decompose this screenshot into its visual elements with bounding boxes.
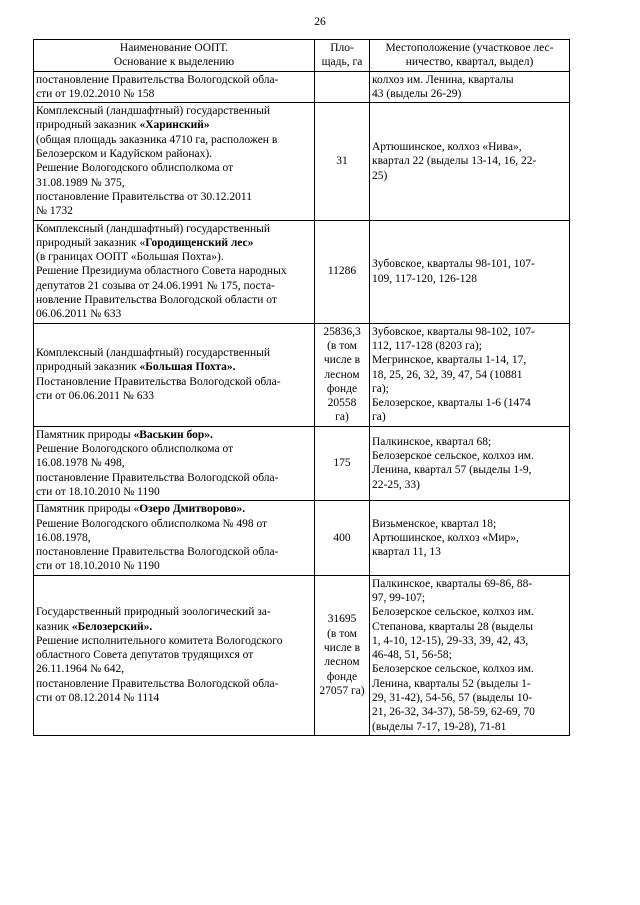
name-text: природный заказник	[36, 361, 140, 374]
header-text: Основание к выделению	[113, 56, 235, 69]
header-location-column	[370, 40, 570, 72]
name-line	[36, 204, 312, 218]
location-line: Ленина, кварталы 52 (выделы 1-	[372, 677, 531, 690]
name-line	[36, 517, 312, 531]
protected-areas-table	[33, 39, 570, 736]
name-text: Решение Президиума областного Совета народных	[36, 265, 287, 278]
name-text: казник	[36, 620, 72, 633]
name-line	[36, 118, 312, 132]
name-text: сти от 06.06.2011 № 633	[36, 389, 154, 402]
location-line: га);	[372, 382, 389, 395]
name-text: Комплексный (ландшафтный) государственный	[36, 105, 271, 118]
name-text: Постановление Правительства Вологодской обла-	[36, 375, 281, 388]
name-text: (в границах ООПТ «Большая Похта»).	[36, 251, 224, 264]
area-size-cell	[315, 220, 370, 323]
table-body	[34, 71, 570, 735]
table-row	[34, 575, 570, 735]
name-line	[36, 691, 312, 705]
name-line	[36, 485, 312, 499]
table-row	[34, 426, 570, 500]
name-line	[36, 222, 312, 236]
name-line	[36, 677, 312, 691]
name-text: 06.06.2011 № 633	[36, 308, 122, 321]
location-cell	[370, 71, 570, 103]
location-line: 22-25, 33)	[372, 478, 420, 491]
name-text: 16.08.1978 № 498,	[36, 457, 125, 470]
area-name-cell	[34, 71, 315, 103]
name-text: сти от 19.02.2010 № 158	[36, 87, 155, 100]
name-text: Комплексный (ландшафтный) государственный	[36, 347, 271, 360]
location-line: квартал 22 (выделы 13-14, 16, 22-	[372, 155, 537, 168]
name-text: областного Совета депутатов трудящихся от	[36, 649, 254, 662]
name-line	[36, 360, 312, 374]
location-line: Визьменское, квартал 18;	[372, 517, 497, 530]
location-line: 1, 4-10, 12-15), 29-33, 39, 42, 43,	[372, 634, 529, 647]
name-line	[36, 293, 312, 307]
location-line: 18, 25, 26, 32, 39, 47, 54 (10881	[372, 368, 523, 381]
name-line	[36, 428, 312, 442]
table-row	[34, 103, 570, 220]
location-line: колхоз им. Ленина, кварталы	[372, 73, 514, 86]
name-text: Решение Вологодского облисполкома от	[36, 443, 234, 456]
name-line	[36, 279, 312, 293]
name-text: постановление Правительства Вологодской обла-	[36, 546, 279, 559]
location-line: Артюшинское, колхоз «Нива»,	[372, 140, 522, 153]
area-value: 27057 га)	[319, 684, 365, 697]
area-value: лесном	[324, 368, 360, 381]
name-line	[36, 620, 312, 634]
area-size-cell	[315, 323, 370, 426]
name-text: Комплексный (ландшафтный) государственный	[36, 222, 271, 235]
location-line: Ленина, квартал 57 (выделы 1-9,	[372, 464, 532, 477]
location-line: 112, 117-128 (8203 га);	[372, 339, 482, 352]
location-line: га)	[372, 411, 386, 424]
name-line	[36, 634, 312, 648]
location-line: Белозерское сельское, колхоз им.	[372, 606, 534, 619]
name-line	[36, 104, 312, 118]
name-line	[36, 73, 312, 87]
location-line: Степанова, кварталы 28 (выделы	[372, 620, 534, 633]
name-text: постановление Правительства Вологодской обла-	[36, 677, 279, 690]
location-line: Палкинское, квартал 68;	[372, 435, 492, 448]
location-line: Артюшинское, колхоз «Мир»,	[372, 531, 519, 544]
protected-area-title: «Белозерский».	[71, 620, 153, 633]
header-text: Наименование ООПТ.	[119, 42, 229, 54]
area-value: (в том	[327, 627, 357, 640]
name-line	[36, 236, 312, 250]
name-line	[36, 87, 312, 101]
table-row	[34, 323, 570, 426]
name-line	[36, 502, 312, 516]
name-line	[36, 456, 312, 470]
location-line: 46-48, 51, 56-58;	[372, 649, 452, 662]
name-text: природный заказник	[36, 119, 140, 132]
table-row	[34, 220, 570, 323]
name-line	[36, 147, 312, 161]
page-number: 26	[314, 16, 326, 28]
name-line	[36, 161, 312, 175]
protected-area-title: «Большая Похта».	[139, 361, 236, 374]
name-line	[36, 531, 312, 545]
name-text: постановление Правительства Вологодской обла-	[36, 471, 279, 484]
area-value: (в том	[327, 339, 357, 352]
name-text: Памятник природы «	[36, 503, 140, 516]
protected-area-title: Озеро Дмитворово».	[139, 503, 246, 516]
name-text: постановление Правительства Вологодской обла-	[36, 73, 279, 86]
location-line: Белозерское сельское, колхоз им.	[372, 663, 534, 676]
name-text: депутатов 21 созыва от 24.06.1991 № 175, поста-	[36, 279, 275, 292]
name-line	[36, 389, 312, 403]
location-cell	[370, 323, 570, 426]
location-line: 29, 31-42), 54-56, 57 (выделы 10-	[372, 692, 533, 705]
area-value: 31	[336, 155, 348, 168]
name-text: Белозерском и Кадуйском районах).	[36, 148, 213, 161]
area-value: га)	[335, 411, 349, 424]
protected-area-title: «Харинский»	[139, 119, 210, 132]
area-name-cell	[34, 501, 315, 575]
area-value: 400	[333, 531, 351, 544]
protected-area-title: «Васькин бор».	[133, 428, 213, 441]
area-name-cell	[34, 103, 315, 220]
name-line	[36, 559, 312, 573]
area-size-cell	[315, 575, 370, 735]
area-value: фонде	[326, 382, 358, 395]
location-line: 97, 99-107;	[372, 591, 426, 604]
name-line	[36, 471, 312, 485]
location-cell	[370, 220, 570, 323]
name-text: Решение Вологодского облисполкома № 498 от	[36, 517, 268, 530]
header-text: Местоположение (участковое лес-	[385, 42, 554, 54]
name-line	[36, 307, 312, 321]
table-row	[34, 501, 570, 575]
name-line	[36, 648, 312, 662]
name-text: № 1732	[36, 205, 73, 218]
location-line: 25)	[372, 169, 388, 182]
area-name-cell	[34, 323, 315, 426]
location-line: Белозерское сельское, колхоз им.	[372, 450, 534, 463]
header-text: Пло-	[330, 42, 354, 54]
area-value: 20558	[327, 397, 357, 410]
name-line	[36, 662, 312, 676]
location-line: 43 (выделы 26-29)	[372, 87, 462, 100]
name-line	[36, 190, 312, 204]
header-text: ничество, квартал, выдел)	[405, 56, 534, 69]
name-text: (общая площадь заказника 4710 га, расположен в	[36, 133, 278, 146]
name-text: сти от 18.10.2010 № 1190	[36, 485, 160, 498]
name-line	[36, 264, 312, 278]
area-size-cell	[315, 426, 370, 500]
location-line: Мегринское, кварталы 1-14, 17,	[372, 354, 527, 367]
location-cell	[370, 575, 570, 735]
name-line	[36, 442, 312, 456]
name-text: новление Правительства Вологодской области от	[36, 294, 277, 307]
area-name-cell	[34, 575, 315, 735]
location-cell	[370, 103, 570, 220]
location-line: 109, 117-120, 126-128	[372, 272, 477, 285]
name-text: Государственный природный зоологический за-	[36, 606, 271, 619]
protected-area-title: Городищенский лес»	[145, 236, 254, 249]
location-line: Белозерское, кварталы 1-6 (1474	[372, 397, 531, 410]
area-value: 25836,3	[323, 325, 361, 338]
name-line	[36, 250, 312, 264]
area-value: числе в	[323, 354, 361, 367]
header-text: щадь, га	[321, 56, 363, 69]
name-text: Памятник природы	[36, 428, 134, 441]
name-text: Решение Вологодского облисполкома от	[36, 162, 234, 175]
area-name-cell	[34, 220, 315, 323]
name-text: Решение исполнительного комитета Вологодского	[36, 634, 283, 647]
name-line	[36, 176, 312, 190]
table-header	[34, 40, 570, 72]
location-line: Палкинское, кварталы 69-86, 88-	[372, 577, 533, 590]
area-value: 175	[333, 457, 351, 470]
name-text: 31.08.1989 № 375,	[36, 176, 125, 189]
location-cell	[370, 426, 570, 500]
location-line: Зубовское, кварталы 98-102, 107-	[372, 325, 535, 338]
area-size-cell	[315, 501, 370, 575]
name-text: постановление Правительства от 30.12.2011	[36, 190, 252, 203]
area-value: 31695	[327, 613, 357, 626]
location-cell	[370, 501, 570, 575]
name-text: сти от 08.12.2014 № 1114	[36, 692, 160, 705]
name-line	[36, 346, 312, 360]
area-name-cell	[34, 426, 315, 500]
location-line: 21, 26-32, 34-37), 58-59, 62-69, 70	[372, 706, 535, 719]
area-size-cell	[315, 71, 370, 103]
name-line	[36, 545, 312, 559]
location-line: (выделы 7-17, 19-28), 71-81	[372, 720, 507, 733]
area-value: числе в	[323, 642, 361, 655]
name-text: 26.11.1964 № 642,	[36, 663, 125, 676]
name-line	[36, 605, 312, 619]
location-line: Зубовское, кварталы 98-101, 107-	[372, 258, 535, 271]
header-area-column	[315, 40, 370, 72]
area-value: лесном	[324, 656, 360, 669]
name-text: 16.08.1978,	[36, 531, 91, 544]
name-text: природный заказник «	[36, 236, 146, 249]
location-line: квартал 11, 13	[372, 546, 441, 559]
area-value: 11286	[327, 265, 357, 278]
area-value: фонде	[326, 670, 358, 683]
header-name-column	[34, 40, 315, 72]
area-size-cell	[315, 103, 370, 220]
name-line	[36, 133, 312, 147]
name-line	[36, 375, 312, 389]
name-text: сти от 18.10.2010 № 1190	[36, 560, 160, 573]
table-row	[34, 71, 570, 103]
